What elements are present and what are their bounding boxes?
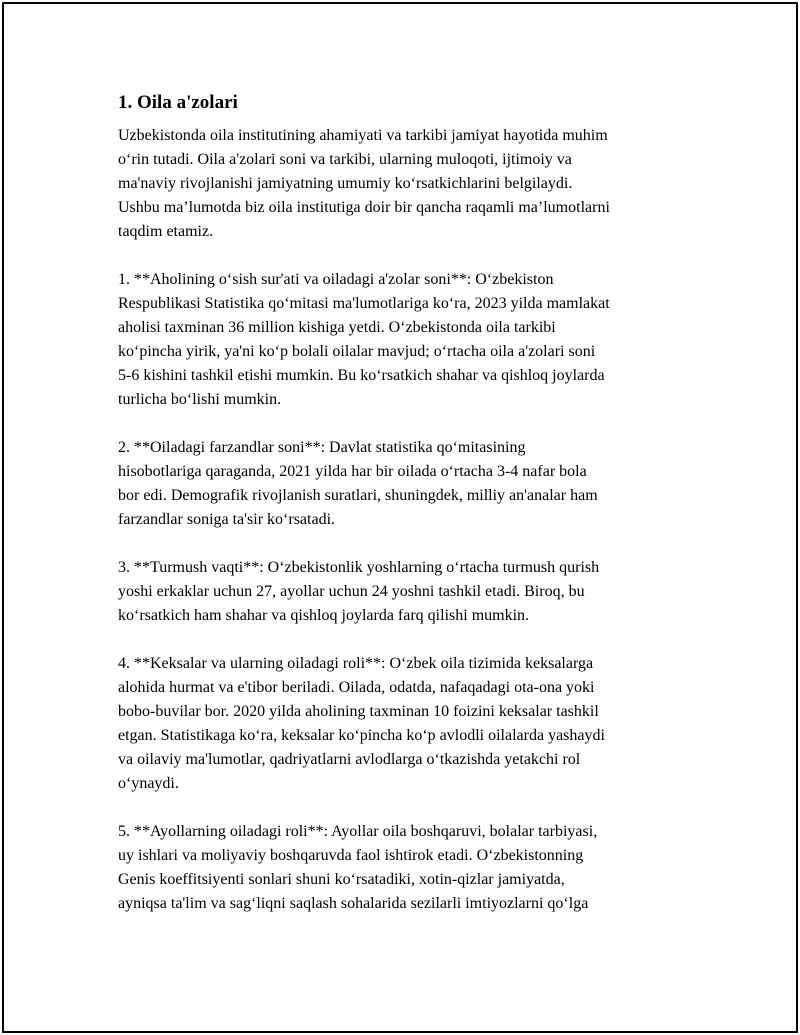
paragraph-line: aholisi taxminan 36 million kishiga yetdi. O‘zbekistonda oila tarkibi [118,319,556,336]
paragraph-line: Ushbu ma’lumotda biz oila institutiga doir bir qancha raqamli ma’lumotlarni [118,199,610,216]
paragraph-line: 5. **Ayollarning oiladagi roli**: Ayollar oila boshqaruvi, bolalar tarbiyasi, [118,823,598,840]
point-3-paragraph [118,556,688,628]
paragraph-line: 4. **Keksalar va ularning oiladagi roli**: O‘zbek oila tizimida keksalarga [118,655,594,672]
paragraph-line: ko‘pincha yirik, ya'ni ko‘p bolali oilalar mavjud; o‘rtacha oila a'zolari soni [118,343,596,360]
paragraph-line: 2. **Oiladagi farzandlar soni**: Davlat statistika qo‘mitasining [118,439,526,456]
paragraph-line: uy ishlari va moliyaviy boshqaruvda faol ishtirok etadi. O‘zbekistonning [118,847,584,864]
paragraph-line: o‘rin tutadi. Oila a'zolari soni va tarkibi, ularning muloqoti, ijtimoiy va [118,151,572,168]
paragraph-line: ko‘rsatkich ham shahar va qishloq joylarda farq qilishi mumkin. [118,607,530,624]
intro-paragraph [118,124,688,244]
paragraph-line: farzandlar soniga ta'sir ko‘rsatadi. [118,511,336,528]
paragraph-line: ayniqsa ta'lim va sag‘liqni saqlash sohalarida sezilarli imtiyozlarni qo‘lga [118,895,589,912]
point-5-paragraph [118,820,688,916]
paragraph-line: 3. **Turmush vaqti**: O‘zbekistonlik yoshlarning o‘rtacha turmush qurish [118,559,600,576]
paragraph-line: etgan. Statistikaga ko‘ra, keksalar ko‘pincha ko‘p avlodli oilalarda yashaydi [118,727,605,744]
paragraph-line: 1. **Aholining o‘sish sur'ati va oiladagi a'zolar soni**: O‘zbekiston [118,271,554,288]
paragraph-line: Uzbekistonda oila institutining ahamiyati va tarkibi jamiyat hayotida muhim [118,127,608,144]
paragraph-line: o‘ynaydi. [118,775,179,792]
paragraph-line: bobo-buvilar bor. 2020 yilda aholining taxminan 10 foizini keksalar tashkil [118,703,599,720]
paragraph-line: alohida hurmat va e'tibor beriladi. Oilada, odatda, nafaqadagi ota-ona yoki [118,679,595,696]
document-body [118,90,688,940]
paragraph-line: yoshi erkaklar uchun 27, ayollar uchun 24 yoshni tashkil etadi. Biroq, bu [118,583,585,600]
paragraph-line: va oilaviy ma'lumotlar, qadriyatlarni avlodlarga o‘tkazishda yetakchi rol [118,751,581,768]
section-heading: 1. Oila a'zolari [118,92,238,113]
paragraph-line: Respublikasi Statistika qo‘mitasi ma'lumotlariga ko‘ra, 2023 yilda mamlakat [118,295,610,312]
paragraph-line: bor edi. Demografik rivojlanish suratlari, shuningdek, milliy an'analar ham [118,487,598,504]
point-1-paragraph [118,268,688,412]
point-2-paragraph [118,436,688,532]
paragraph-line: hisobotlariga qaraganda, 2021 yilda har bir oilada o‘rtacha 3-4 nafar bola [118,463,587,480]
paragraph-line: ma'naviy rivojlanishi jamiyatning umumiy ko‘rsatkichlarini belgilaydi. [118,175,573,192]
paragraph-line: taqdim etamiz. [118,223,214,240]
point-4-paragraph [118,652,688,796]
paragraph-line: turlicha bo‘lishi mumkin. [118,391,282,408]
paragraph-line: Genis koeffitsiyenti sonlari shuni ko‘rsatadiki, xotin-qizlar jamiyatda, [118,871,565,888]
paragraph-line: 5-6 kishini tashkil etishi mumkin. Bu ko‘rsatkich shahar va qishloq joylarda [118,367,605,384]
